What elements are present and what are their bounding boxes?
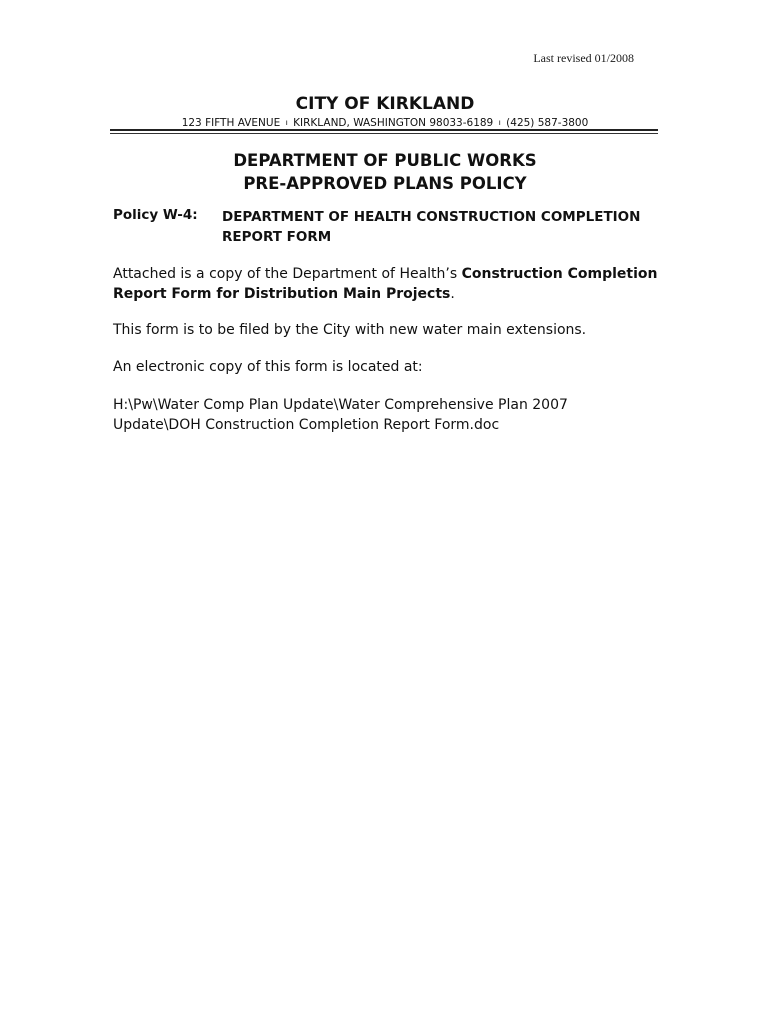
address-city: KIRKLAND, WASHINGTON 98033-6189 [293, 117, 494, 129]
form-name-bold: Construction Completion Report Form for Distribution Main Projects [113, 266, 658, 302]
city-name-heading: CITY OF KIRKLAND [295, 94, 475, 114]
title-line-department: DEPARTMENT OF PUBLIC WORKS [233, 151, 537, 170]
document-title [0, 149, 770, 195]
paragraph-attached-tail: . [450, 286, 455, 302]
address-street: 123 FIFTH AVENUE [181, 117, 281, 129]
last-revised-date: Last revised 01/2008 [533, 51, 634, 65]
paragraph-electronic-copy: An electronic copy of this form is located at: [113, 359, 423, 375]
address-separator: ı [498, 118, 501, 127]
paragraph-attached-form [113, 264, 658, 304]
city-address-line [0, 117, 770, 129]
paragraph-attached-lead: Attached is a copy of the Department of Health’s [113, 266, 462, 282]
paragraph-filing-note: This form is to be filed by the City with new water main extensions. [113, 322, 587, 338]
address-phone: (425) 587-3800 [506, 117, 589, 129]
header-rule-thick [110, 129, 658, 131]
policy-title: DEPARTMENT OF HEALTH CONSTRUCTION COMPLETION REPORT FORM [222, 209, 641, 245]
file-path-text: H:\Pw\Water Comp Plan Update\Water Comprehensive Plan 2007 Update\DOH Construction Completion Report Form.doc [113, 397, 568, 433]
header-rule-thin [110, 133, 658, 134]
address-separator: ı [285, 118, 288, 127]
policy-number-label: Policy W-4: [113, 207, 198, 223]
title-line-policy: PRE-APPROVED PLANS POLICY [243, 174, 527, 193]
